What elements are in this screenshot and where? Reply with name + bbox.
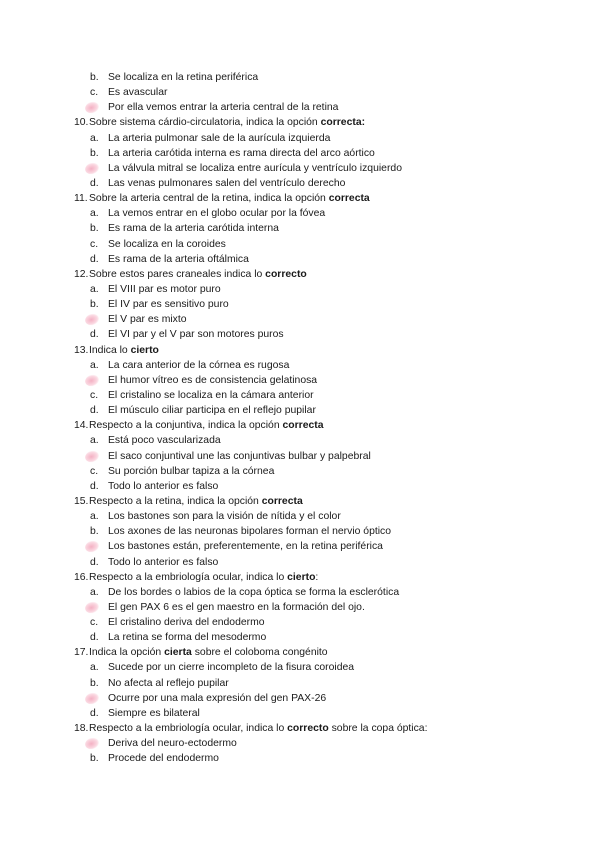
option-text: Se localiza en la retina periférica bbox=[108, 72, 259, 83]
option-letter: c. bbox=[90, 389, 99, 401]
answer-option bbox=[74, 539, 574, 554]
option-text: Es rama de la arteria oftálmica bbox=[108, 253, 249, 265]
option-text: El gen PAX 6 es el gen maestro en la formación del ojo. bbox=[108, 601, 365, 613]
question-keyword: cierto bbox=[287, 571, 316, 583]
answer-option bbox=[74, 297, 574, 312]
question-number: 17. bbox=[74, 647, 89, 659]
question-keyword: correcto bbox=[287, 723, 329, 735]
answer-option bbox=[74, 600, 574, 615]
option-letter: b. bbox=[90, 526, 99, 538]
question-text: Sobre estos pares craneales indica lo bbox=[89, 268, 266, 280]
option-text: La arteria carótida interna es rama directa del arco aórtico bbox=[108, 147, 375, 159]
option-letter: a. bbox=[90, 283, 99, 295]
question-keyword: correcta bbox=[261, 495, 303, 507]
option-text: Procede del endodermo bbox=[108, 753, 219, 765]
highlighter-mark-icon bbox=[84, 449, 101, 464]
question-text: Respecto a la embriología ocular, indica lo bbox=[89, 571, 288, 583]
option-text: Su porción bulbar tapiza a la córnea bbox=[108, 465, 275, 477]
question-text-suffix: sobre la copa óptica: bbox=[328, 723, 428, 735]
exam-questions bbox=[74, 70, 574, 766]
option-text: El cristalino se localiza en la cámara anterior bbox=[108, 389, 314, 401]
option-text: El saco conjuntival une las conjuntivas bulbar y palpebral bbox=[108, 450, 371, 462]
option-text: No afecta al reflejo pupilar bbox=[108, 677, 229, 689]
option-letter: d. bbox=[90, 329, 99, 341]
highlighter-mark-icon bbox=[84, 161, 101, 176]
option-letter: a. bbox=[90, 208, 99, 220]
question-text: Indica la opción bbox=[89, 647, 165, 659]
question-number: 18. bbox=[74, 723, 89, 735]
answer-option bbox=[74, 676, 574, 691]
answer-option bbox=[74, 221, 574, 236]
answer-option bbox=[74, 751, 574, 766]
option-letter: b. bbox=[90, 147, 99, 159]
question-line bbox=[74, 267, 574, 282]
option-text: De los bordes o labios de la copa óptica se forma la esclerótica bbox=[108, 586, 400, 598]
option-text: El V par es mixto bbox=[108, 314, 187, 326]
question-number: 13. bbox=[74, 344, 89, 356]
option-text: Por ella vemos entrar la arteria central de la retina bbox=[108, 102, 339, 114]
option-text: La arteria pulmonar sale de la aurícula izquierda bbox=[108, 132, 331, 144]
option-text: Siempre es bilateral bbox=[108, 707, 200, 719]
answer-option bbox=[74, 85, 574, 100]
highlighter-mark-icon bbox=[84, 373, 101, 388]
answer-option bbox=[74, 327, 574, 342]
answer-option bbox=[74, 388, 574, 403]
question-keyword: cierto bbox=[130, 344, 159, 356]
question-keyword: correcta bbox=[328, 193, 370, 205]
question-number: 14. bbox=[74, 420, 89, 432]
answer-option bbox=[74, 100, 574, 115]
question-text: Indica lo bbox=[89, 344, 131, 356]
highlighter-mark-icon bbox=[84, 539, 101, 554]
option-text: Los axones de las neuronas bipolares forman el nervio óptico bbox=[108, 526, 392, 538]
question-keyword: correcto bbox=[265, 268, 307, 280]
question-text: Sobre la arteria central de la retina, indica la opción bbox=[89, 193, 329, 205]
option-letter: b. bbox=[90, 677, 99, 689]
answer-option bbox=[74, 736, 574, 751]
question-text-suffix: sobre el coloboma congénito bbox=[191, 647, 328, 659]
question-line bbox=[74, 645, 574, 660]
option-text: Es rama de la arteria carótida interna bbox=[108, 223, 279, 235]
question-number: 12. bbox=[74, 268, 89, 280]
answer-option bbox=[74, 585, 574, 600]
answer-option bbox=[74, 237, 574, 252]
answer-option bbox=[74, 206, 574, 221]
option-text: La cara anterior de la córnea es rugosa bbox=[108, 359, 290, 371]
option-letter: a. bbox=[90, 586, 99, 598]
option-letter: c. bbox=[90, 465, 99, 477]
option-text: Deriva del neuro-ectodermo bbox=[108, 738, 237, 750]
answer-option bbox=[74, 312, 574, 327]
option-letter: d. bbox=[90, 177, 99, 189]
answer-option bbox=[74, 252, 574, 267]
question-line bbox=[74, 191, 574, 206]
question-text: Respecto a la conjuntiva, indica la opción bbox=[89, 420, 283, 432]
option-letter: d. bbox=[90, 253, 99, 265]
answer-option bbox=[74, 449, 574, 464]
option-letter: d. bbox=[90, 556, 99, 568]
answer-option bbox=[74, 660, 574, 675]
option-letter: d. bbox=[90, 707, 99, 719]
option-letter: d. bbox=[90, 405, 99, 417]
question-text: Respecto a la retina, indica la opción bbox=[89, 495, 262, 507]
answer-option bbox=[74, 509, 574, 524]
option-text: La retina se forma del mesodermo bbox=[108, 632, 267, 644]
question-keyword: cierta bbox=[164, 647, 192, 659]
answer-option bbox=[74, 706, 574, 721]
option-text: El IV par es sensitivo puro bbox=[108, 299, 229, 311]
answer-option bbox=[74, 479, 574, 494]
question-number: 11. bbox=[74, 193, 88, 205]
option-text: Es avascular bbox=[108, 87, 168, 99]
option-letter: c. bbox=[90, 617, 99, 629]
option-letter: a. bbox=[90, 435, 99, 447]
question-text: Sobre sistema cárdio-circulatoria, indica la opción bbox=[89, 117, 321, 129]
question-number: 10. bbox=[74, 117, 89, 129]
option-letter: b. bbox=[90, 223, 99, 235]
answer-option bbox=[74, 524, 574, 539]
question-line bbox=[74, 570, 574, 585]
question-keyword: correcta bbox=[282, 420, 324, 432]
option-text: El músculo ciliar participa en el reflejo pupilar bbox=[108, 405, 316, 417]
answer-option bbox=[74, 373, 574, 388]
answer-option bbox=[74, 161, 574, 176]
option-text: La válvula mitral se localiza entre aurícula y ventrículo izquierdo bbox=[108, 162, 402, 174]
option-letter: a. bbox=[90, 132, 99, 144]
answer-option bbox=[74, 131, 574, 146]
highlighter-mark-icon bbox=[84, 312, 101, 327]
answer-option bbox=[74, 358, 574, 373]
option-text: El humor vítreo es de consistencia gelatinosa bbox=[108, 374, 318, 386]
option-text: Los bastones están, preferentemente, en la retina periférica bbox=[108, 541, 383, 553]
option-letter: d. bbox=[90, 632, 99, 644]
option-letter: b. bbox=[90, 72, 99, 83]
option-text: Sucede por un cierre incompleto de la fisura coroidea bbox=[108, 662, 355, 674]
highlighter-mark-icon bbox=[84, 600, 101, 615]
option-text: Está poco vascularizada bbox=[108, 435, 221, 447]
answer-option bbox=[74, 70, 574, 85]
highlighter-mark-icon bbox=[84, 100, 101, 115]
option-letter: b. bbox=[90, 753, 99, 765]
question-line bbox=[74, 721, 574, 736]
question-text-suffix: : bbox=[315, 571, 319, 583]
question-number: 16. bbox=[74, 571, 89, 583]
answer-option bbox=[74, 403, 574, 418]
option-text: Las venas pulmonares salen del ventrículo derecho bbox=[108, 177, 346, 189]
answer-option bbox=[74, 615, 574, 630]
question-line bbox=[74, 418, 574, 433]
option-text: El cristalino deriva del endodermo bbox=[108, 617, 265, 629]
option-text: Todo lo anterior es falso bbox=[108, 480, 219, 492]
answer-option bbox=[74, 630, 574, 645]
option-text: Todo lo anterior es falso bbox=[108, 556, 219, 568]
highlighter-mark-icon bbox=[84, 736, 101, 751]
answer-option bbox=[74, 464, 574, 479]
answer-option bbox=[74, 691, 574, 706]
answer-option bbox=[74, 282, 574, 297]
option-letter: c. bbox=[90, 87, 99, 99]
answer-option bbox=[74, 433, 574, 448]
option-text: Ocurre por una mala expresión del gen PAX-26 bbox=[108, 692, 327, 704]
option-text: Se localiza en la coroides bbox=[108, 238, 226, 250]
highlighter-mark-icon bbox=[84, 691, 101, 706]
option-text: El VIII par es motor puro bbox=[108, 283, 221, 295]
answer-option bbox=[74, 146, 574, 161]
option-text: Los bastones son para la visión de nítida y el color bbox=[108, 511, 341, 523]
answer-option bbox=[74, 176, 574, 191]
option-letter: d. bbox=[90, 480, 99, 492]
question-keyword: correcta: bbox=[320, 117, 366, 129]
option-text: La vemos entrar en el globo ocular por la fóvea bbox=[108, 208, 326, 220]
question-number: 15. bbox=[74, 495, 89, 507]
option-letter: a. bbox=[90, 359, 99, 371]
option-text: El VI par y el V par son motores puros bbox=[108, 329, 284, 341]
option-letter: a. bbox=[90, 662, 99, 674]
question-line bbox=[74, 494, 574, 509]
question-line bbox=[74, 343, 574, 358]
option-letter: b. bbox=[90, 299, 99, 311]
answer-option bbox=[74, 555, 574, 570]
question-line bbox=[74, 115, 574, 130]
option-letter: c. bbox=[90, 238, 99, 250]
option-letter: a. bbox=[90, 511, 99, 523]
question-text: Respecto a la embriología ocular, indica lo bbox=[89, 723, 288, 735]
